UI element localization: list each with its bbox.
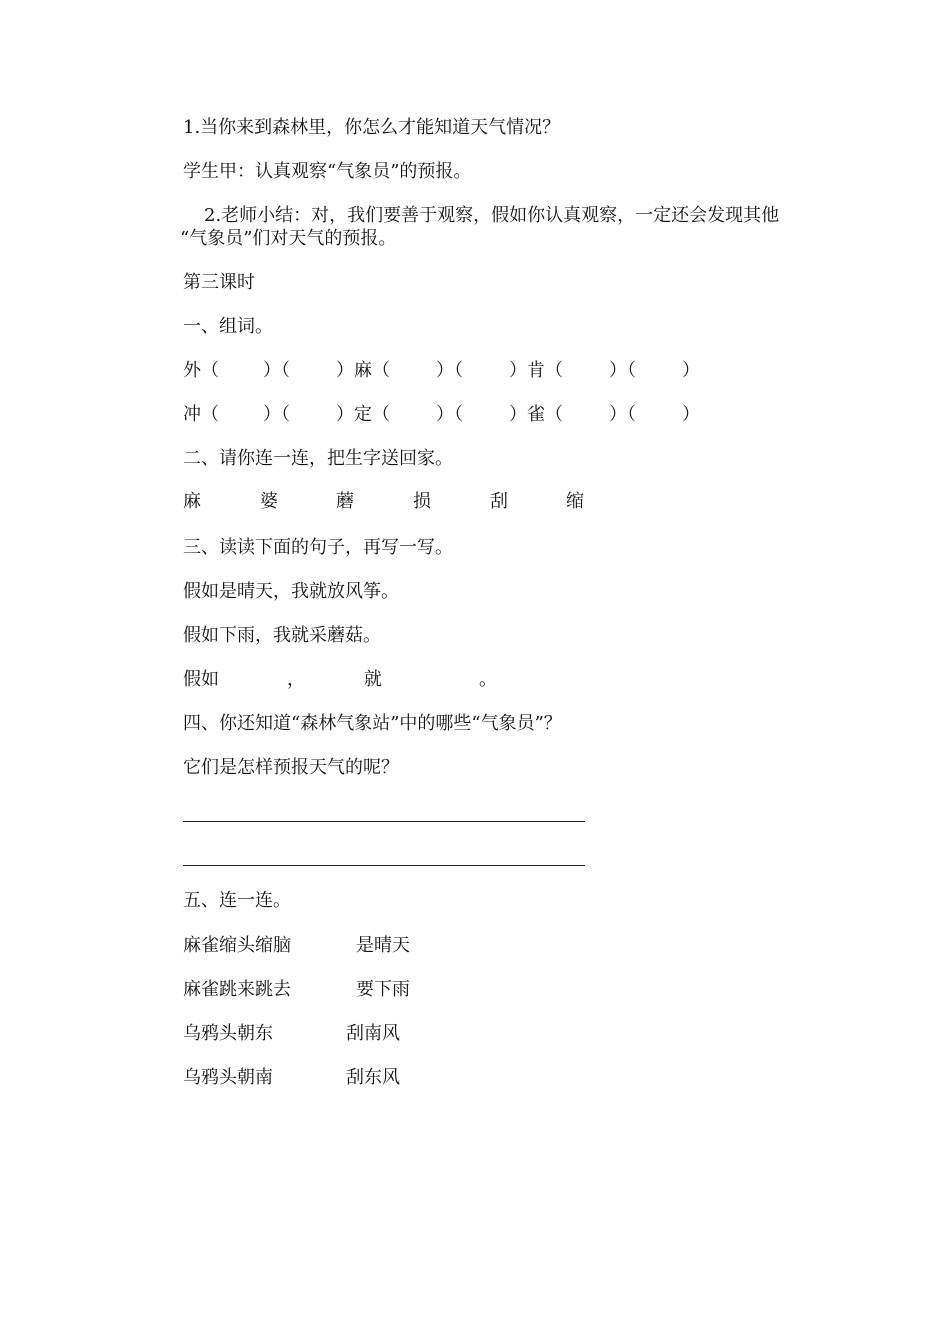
student-answer: 学生甲：认真观察“气象员”的预报。 [183, 161, 472, 182]
word-group-cell: ）（ [609, 404, 636, 425]
fill-in-part: 。 [479, 669, 497, 690]
lesson-heading: 第三课时 [183, 272, 255, 293]
word-group-cell: ）肯（ [509, 360, 563, 381]
section-5-title: 五、连一连。 [183, 890, 291, 911]
section-1-title: 一、组词。 [183, 316, 273, 337]
section-4-title: 四、你还知道“森林气象站”中的哪些“气象员”？ [183, 713, 562, 734]
word-group-cell: ）（ [263, 360, 290, 381]
word-group-row-1 [183, 360, 743, 382]
section-2-title: 二、请你连一连，把生字送回家。 [183, 448, 453, 469]
section-4-question: 它们是怎样预报天气的呢？ [183, 757, 399, 778]
match-right-item: 是晴天 [356, 935, 410, 956]
answer-line [183, 821, 585, 822]
fill-in-sentence [183, 669, 743, 691]
character-item: 缩 [566, 491, 584, 512]
teacher-summary-line-1: 2.老师小结：对，我们要善于观察，假如你认真观察，一定还会发现其他 [204, 205, 780, 226]
character-item: 蘑 [336, 491, 354, 512]
word-group-cell: ）雀（ [509, 404, 563, 425]
word-group-cell: ） [682, 404, 700, 425]
word-group-cell: ）定（ [336, 404, 390, 425]
word-group-cell: ）（ [263, 404, 290, 425]
match-right-item: 刮东风 [346, 1067, 400, 1088]
word-group-row-2 [183, 404, 743, 426]
match-left-item: 乌鸦头朝南 [183, 1067, 273, 1088]
match-right-item: 要下雨 [356, 979, 410, 1000]
question-1: 1.当你来到森林里，你怎么才能知道天气情况？ [183, 117, 561, 138]
match-left-item: 麻雀缩头缩脑 [183, 935, 291, 956]
example-sentence-1: 假如是晴天，我就放风筝。 [183, 581, 399, 602]
word-group-cell: ）（ [436, 360, 463, 381]
word-group-cell: ）（ [609, 360, 636, 381]
section-3-title: 三、读读下面的句子，再写一写。 [183, 537, 453, 558]
fill-in-part: ， [287, 669, 305, 690]
teacher-summary-line-2: “气象员”们对天气的预报。 [180, 228, 397, 249]
character-item: 婆 [260, 491, 278, 512]
fill-in-part: 假如 [183, 669, 219, 690]
word-group-cell: 外（ [183, 360, 219, 381]
word-group-cell: 冲（ [183, 404, 219, 425]
example-sentence-2: 假如下雨，我就采蘑菇。 [183, 625, 381, 646]
word-group-cell: ）（ [436, 404, 463, 425]
match-left-item: 麻雀跳来跳去 [183, 979, 291, 1000]
character-item: 麻 [183, 491, 201, 512]
match-right-item: 刮南风 [346, 1023, 400, 1044]
answer-line [183, 865, 585, 866]
character-item: 刮 [490, 491, 508, 512]
word-group-cell: ）麻（ [336, 360, 390, 381]
character-list [183, 491, 623, 513]
match-left-item: 乌鸦头朝东 [183, 1023, 273, 1044]
word-group-cell: ） [682, 360, 700, 381]
character-item: 损 [413, 491, 431, 512]
fill-in-part: 就 [364, 669, 382, 690]
